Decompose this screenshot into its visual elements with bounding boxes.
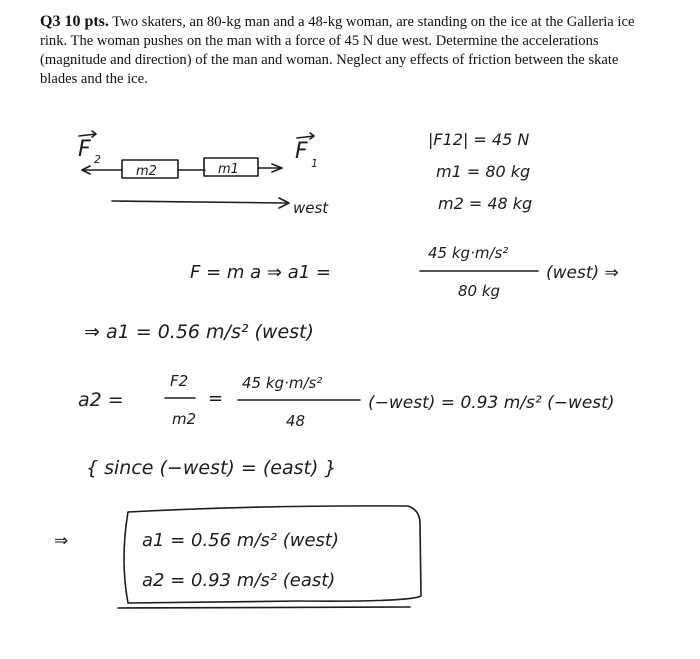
force-left-subscript: 2 bbox=[94, 153, 101, 166]
direction-line bbox=[112, 201, 288, 203]
newton-direction: (west) ⇒ bbox=[546, 263, 619, 283]
a2-equals: = bbox=[208, 388, 224, 409]
newton-step bbox=[190, 244, 619, 300]
force-diagram bbox=[78, 131, 329, 217]
a2-lhs: a2 = bbox=[78, 389, 124, 411]
final-arrow: ⇒ bbox=[54, 531, 69, 551]
a2-frac-numerator: F2 bbox=[170, 372, 189, 390]
givens bbox=[428, 130, 532, 213]
a2-tail: (−west) = 0.93 m/s² (−west) bbox=[368, 393, 615, 413]
final-a2: a2 = 0.93 m/s² (east) bbox=[142, 570, 336, 591]
a2-numerator: 45 kg·m/s² bbox=[242, 374, 323, 392]
underline bbox=[118, 607, 410, 608]
final-answer bbox=[54, 506, 421, 608]
given-m1: m1 = 80 kg bbox=[436, 162, 531, 181]
newton-numerator: 45 kg·m/s² bbox=[428, 244, 509, 262]
final-a1: a1 = 0.56 m/s² (west) bbox=[142, 530, 339, 551]
given-m2: m2 = 48 kg bbox=[438, 194, 533, 213]
direction-label: west bbox=[293, 199, 329, 217]
a1-result: ⇒ a1 = 0.56 m/s² (west) bbox=[84, 321, 314, 343]
newton-lhs: F = m a ⇒ a1 = bbox=[190, 262, 331, 283]
a2-frac-denominator: m2 bbox=[172, 410, 197, 428]
since-line: { since (−west) = (east) } bbox=[86, 457, 337, 479]
force-left-label: F bbox=[78, 137, 91, 162]
question-body: Two skaters, an 80-kg man and a 48-kg woman, are standing on the ice at the Galleria ice rink. The woman pushes on the man with a force of 45 N due west. Determine the accelerations (magnitude and direction) of the man and woman. Neglect any effects of friction between the skate blades and the ice. bbox=[40, 14, 635, 87]
given-force: |F12| = 45 N bbox=[428, 130, 530, 149]
a2-step bbox=[78, 372, 614, 430]
question-heading: Q3 10 pts. bbox=[40, 13, 109, 30]
box-m2-label: m2 bbox=[136, 164, 157, 179]
force-right-label: F bbox=[295, 139, 308, 164]
a2-denominator: 48 bbox=[286, 412, 306, 430]
newton-denominator: 80 kg bbox=[458, 282, 501, 300]
box-m1-label: m1 bbox=[218, 162, 239, 177]
force-right-subscript: 1 bbox=[311, 157, 318, 170]
